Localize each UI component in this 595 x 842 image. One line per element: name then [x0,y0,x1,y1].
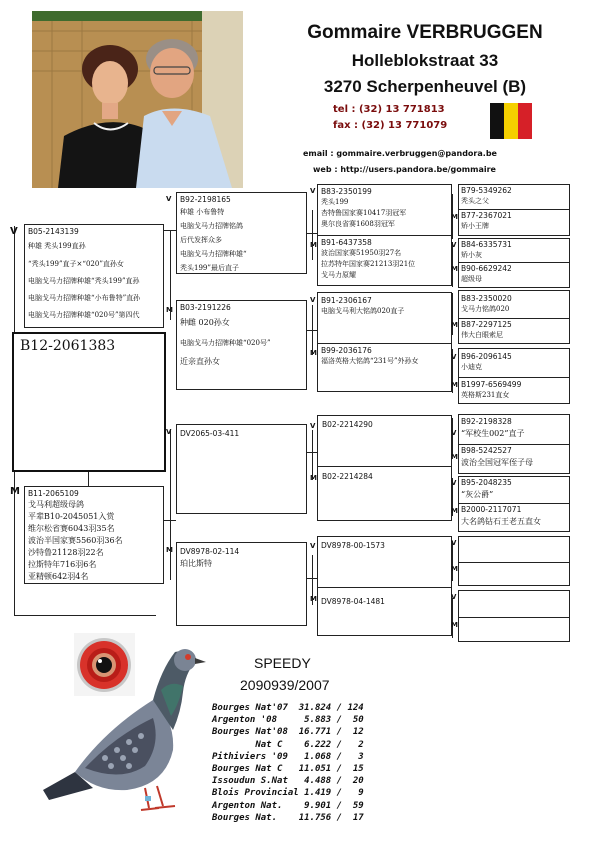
gen5-line: 秃头之父 [461,197,489,205]
gen3-line: 电脑戈马力招牌种雄“020号” [180,339,271,347]
gen4-box-2[interactable] [321,237,449,281]
connector-line [170,430,171,580]
gen5-pair-6 [451,476,570,532]
connector-line [14,615,156,616]
gen5-ring: B96-2096145 [461,352,512,361]
gen4-box-1[interactable] [321,186,449,230]
gen4-line: 奥尔良省赛1608羽冠军 [321,220,395,228]
gen4-pair-4 [310,536,452,636]
pair-divider [318,235,451,236]
sire-line: 种雄 秃头199直孙 [28,242,86,250]
gen4-pair-3 [310,415,452,521]
gen4-line: 杏特鲁国家赛10417羽冠军 [321,209,407,217]
race-result: Issoudun S.Nat 4.488 / 20 [212,776,364,787]
gen4-ring: B02-2214284 [322,472,373,481]
sire-box[interactable] [24,224,164,328]
pigeon-photo [35,640,210,820]
gen4-line: 戈马力原耀 [321,271,356,279]
dam-ring: B11-2065109 [28,489,79,498]
gen5-marker: M [451,213,458,221]
race-result: Blois Provincial 1.419 / 9 [212,788,364,799]
connector-line [452,598,453,638]
flag-stripe-black [490,103,504,139]
gen5-ring: B79-5349262 [461,186,512,195]
gen5-ring: B1997-6569499 [461,380,522,389]
gen5-pair-2 [451,238,570,288]
flag-stripe-yellow [504,103,518,139]
gen5-ring: B90-6629242 [461,264,512,273]
gen3-box-2[interactable] [176,300,307,390]
gen4-ring: B83-2350199 [321,187,372,196]
gen5-pair-5 [451,414,570,474]
gen5-line: 戈马力铭鸽020 [461,305,510,313]
gen4-box-7[interactable] [321,540,449,551]
subject-ring: B12-2061383 [20,338,116,354]
dam-marker: M [10,486,20,497]
breeder-tel: tel : (32) 13 771813 [333,104,445,115]
dam-line: 拉斯特年716羽6名 [28,560,97,569]
gen5-marker: V [451,353,457,361]
gen5-box-12[interactable] [461,504,568,528]
race-results-list [212,702,364,824]
gen5-ring: B84-6335731 [461,240,512,249]
gen5-line: 伟大白眼索尼 [461,331,503,339]
gen5-box-10[interactable] [461,445,568,469]
gen5-marker: V [451,539,457,547]
gen5-marker: M [451,381,458,389]
gen5-line: 小迪克 [461,363,482,371]
gen5-marker: V [451,429,457,437]
gen5-marker: M [451,621,458,629]
belgian-flag [490,103,532,139]
sire-line: 电脑戈马力招牌种雄“小布鲁特”直孙 [28,294,141,302]
gen5-box-9[interactable] [461,416,568,440]
breeder-fax: fax : (32) 13 771079 [333,120,448,131]
gen4-box-4[interactable] [321,345,449,367]
gen4-ring: B99-2036176 [321,346,372,355]
gen5-pair-7 [451,536,570,586]
gen3-box-1[interactable] [176,192,307,274]
connector-line [452,418,453,456]
gen5-ring: B92-2198328 [461,417,512,426]
pair-divider [318,587,451,588]
connector-line [312,305,313,355]
gen5-marker: V [451,479,457,487]
gen5-box-6[interactable] [461,319,568,341]
gen4-pair-2 [310,292,452,392]
sire-line: 电脑戈马力招牌种雄“020号”第四代 [28,311,140,319]
gen5-line: 矫小灰 [461,251,482,259]
gen4-ring: B91-6437358 [321,238,372,247]
gen5-box-4[interactable] [461,263,568,285]
gen4-line: 波治国家赛51950羽27名 [321,249,402,257]
gen3-line: 电脑戈马力招牌铭鸽 [180,222,243,230]
gen4-box-3[interactable] [321,295,449,317]
gen4-marker: M [310,241,317,249]
pair-divider [459,617,569,618]
bird-ring: 2090939/2007 [240,677,330,693]
pair-divider [318,466,451,467]
breeder-website[interactable]: web : http://users.pandora.be/gommaire [313,165,496,174]
dam-line: 波治半国家赛5560羽36名 [28,536,123,545]
breeder-email[interactable]: email : gommaire.verbruggen@pandora.be [303,149,497,158]
gen5-ring: B95-2048235 [461,478,512,487]
gen4-marker: V [310,542,316,550]
gen5-pair-8 [451,590,570,642]
gen4-box-6[interactable] [322,471,449,482]
breeder-name: Gommaire VERBRUGGEN [307,22,543,43]
connector-line [312,430,313,480]
gen3-line: 秃头199”最后直子 [180,264,239,272]
owner-photo [32,11,243,188]
gen4-box-8[interactable] [321,596,449,607]
gen5-ring: B83-2350020 [461,294,512,303]
gen5-marker: M [451,321,458,329]
dam-line: 沙特鲁21128羽22名 [28,548,104,557]
gen4-ring: DV8978-04-1481 [321,597,385,606]
sire-line: 电脑戈马力招牌种雄“秃头199”直孙 [28,277,140,285]
dam-line: 平辈B10-2045051入赏 [28,512,115,521]
gen3-box-4[interactable] [176,542,307,626]
sire-ring: B05-2143139 [28,227,79,236]
gen5-pair-4 [451,348,570,404]
gen3-marker: M [166,546,173,554]
gen3-marker: V [166,195,172,203]
race-result: Bourges Nat'07 31.824 / 124 [212,703,364,713]
gen5-line: 大名鸽钻石王老五直女 [461,517,541,526]
gen5-box-8[interactable] [461,379,568,401]
dam-line: 维尔松省赛6043羽35名 [28,524,115,533]
gen3-line: 种雄 小布鲁特 [180,208,225,216]
gen5-box-1[interactable] [461,185,568,207]
gen4-marker: M [310,349,317,357]
gen3-ring: DV8978-02-114 [180,547,240,556]
gen5-box-5[interactable] [461,293,568,315]
dam-box[interactable] [24,486,164,584]
gen5-pair-3 [451,290,570,344]
gen4-marker: V [310,187,316,195]
gen5-line: “灰公爵” [461,490,494,499]
gen3-line: 电脑戈马力招牌种雄“ [180,250,247,258]
gen3-ring: DV2065-03-411 [180,429,240,438]
gen3-line: 珀比斯特 [180,559,212,568]
gen4-marker: M [310,595,317,603]
gen4-pair-1 [310,184,452,286]
race-result: Bourges Nat'08 16.771 / 12 [212,727,364,738]
sire-marker: V [10,226,18,237]
connector-line [312,210,313,260]
gen4-ring: DV8978-00-1573 [321,541,385,550]
race-result: Argenton '08 5.883 / 50 [212,715,364,726]
bird-name: SPEEDY [254,655,311,671]
sire-line: “秃头199”直子×“020”直孙女 [28,260,124,268]
gen5-marker: M [451,265,458,273]
pair-divider [318,343,451,344]
gen3-marker: M [166,306,173,314]
gen3-line: 后代发挥众多 [180,236,222,244]
gen5-line: 超级母 [461,275,482,283]
gen5-line: 矫小王牌 [461,222,489,230]
gen5-box-2[interactable] [461,210,568,232]
race-result: Pithiviers '09 1.068 / 3 [212,751,364,762]
gen5-marker: M [451,565,458,573]
gen3-line: 种雌 020孙女 [180,318,230,327]
gen4-line: 拉苏特年国家赛21213羽21位 [321,260,416,268]
gen5-box-11[interactable] [461,477,568,501]
dam-line: 亚精顿642羽4名 [28,572,89,581]
gen4-line: 秃头199 [321,198,349,206]
race-result: Nat C 6.222 / 2 [212,739,364,750]
gen3-line: 近亲直孙女 [180,357,220,366]
gen5-box-3[interactable] [461,239,568,261]
gen4-box-5[interactable] [322,419,449,430]
gen4-marker: V [310,296,316,304]
gen4-line: 福洛英格大铭鸽“231号”外孙女 [321,357,419,365]
gen3-ring: B92-2198165 [180,195,231,204]
gen3-ring: B03-2191226 [180,303,231,312]
dam-line: 戈马利超级母鸽 [28,500,84,509]
gen5-box-7[interactable] [461,351,568,373]
gen5-marker: V [451,241,457,249]
breeder-street: Holleblokstraat 33 [351,51,499,70]
gen5-line: 英格斯231直女 [461,391,510,399]
gen5-marker: M [451,453,458,461]
breeder-city: 3270 Scherpenheuvel (B) [323,77,527,96]
gen5-marker: V [451,593,457,601]
pair-divider [459,377,569,378]
gen5-pair-1 [451,184,570,236]
gen4-marker: V [310,422,316,430]
gen5-ring: B77-2367021 [461,211,512,220]
gen5-ring: B87-2297125 [461,320,512,329]
gen3-box-3[interactable] [176,424,307,514]
race-result: Argenton Nat. 9.901 / 59 [212,800,364,811]
race-result: Bourges Nat. 11.756 / 17 [212,812,364,823]
gen4-marker: M [310,474,317,482]
flag-stripe-red [518,103,532,139]
connector-line [452,541,453,581]
gen4-line: 电脑戈马利大铭鸽020直子 [321,307,405,315]
gen5-line: “军校生002”直子 [461,429,525,438]
gen3-marker: V [166,428,172,436]
gen5-marker: M [451,507,458,515]
gen5-ring: B98-5242527 [461,446,512,455]
pair-divider [459,562,569,563]
gen5-line: 波治全国冠军侄子母 [461,458,533,467]
gen5-ring: B2000-2117071 [461,505,522,514]
gen4-ring: B02-2214290 [322,420,373,429]
subject-box[interactable] [12,332,166,472]
gen4-ring: B91-2306167 [321,296,372,305]
connector-line [88,472,89,486]
race-result: Bourges Nat C 11.051 / 15 [212,764,364,775]
